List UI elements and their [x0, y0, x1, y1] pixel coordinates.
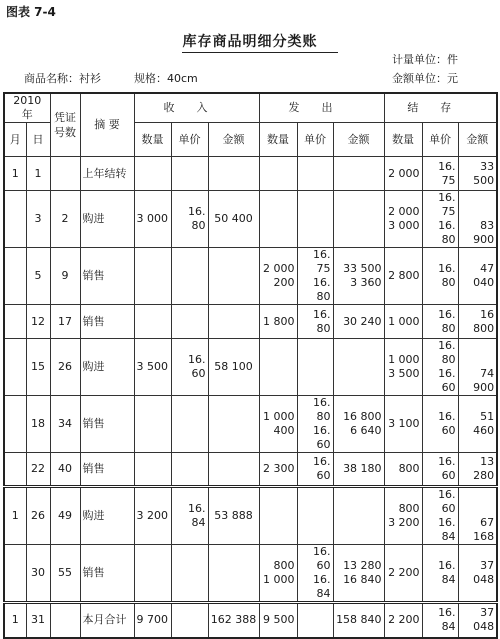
- unit-label: 计量单位：件: [392, 53, 458, 66]
- cell-out-price: [297, 305, 333, 339]
- cell-month: 1: [4, 603, 26, 638]
- cell-voucher: 17: [50, 305, 80, 339]
- cell-line: 1 000: [388, 353, 420, 366]
- cell-line: 16. 75: [438, 159, 456, 187]
- cell-bal-amount: 47 040: [458, 248, 497, 305]
- header-in-amount: 金额: [208, 123, 259, 157]
- cell-line: 16. 60: [313, 545, 331, 572]
- cell-line: 16. 80: [438, 262, 456, 289]
- table-row: [4, 453, 497, 487]
- cell-in-price: [171, 305, 208, 339]
- cell-bal-qty: [384, 453, 422, 487]
- header-voucher: 凭证号数: [50, 93, 80, 157]
- cell-out-qty: [259, 396, 297, 453]
- cell-day: 18: [26, 396, 50, 453]
- header-summary: 摘 要: [80, 93, 134, 157]
- cell-out-amount: [333, 305, 384, 339]
- cell-line: 400: [273, 424, 295, 437]
- cell-day: 31: [26, 603, 50, 638]
- cell-summary: 销售: [80, 248, 134, 305]
- header-in-qty: 数量: [134, 123, 171, 157]
- cell-line: 2 300: [263, 462, 295, 475]
- cell-summary: 购进: [80, 487, 134, 545]
- cell-out-price: [297, 487, 333, 545]
- cell-out-price: [297, 545, 333, 603]
- cell-voucher: [50, 603, 80, 638]
- cell-line: 3 500: [388, 367, 420, 380]
- cell-out-qty: [259, 603, 297, 638]
- header-month: 月: [4, 123, 26, 157]
- cell-line: 16. 84: [438, 606, 456, 634]
- cell-line: 16. 84: [313, 573, 331, 600]
- cell-line: 30 240: [343, 314, 382, 328]
- cell-day: 22: [26, 453, 50, 487]
- cell-in-price: 16. 84: [171, 487, 208, 545]
- cell-line: 16. 60: [313, 424, 331, 451]
- cell-line: 16. 60: [313, 455, 331, 482]
- cell-voucher: 26: [50, 339, 80, 396]
- cell-bal-price: [422, 157, 458, 191]
- cell-line: 800: [273, 559, 295, 572]
- cell-in-price: [171, 248, 208, 305]
- title-underline: [182, 52, 338, 53]
- cell-line: 16. 84: [438, 516, 456, 543]
- cell-line: 2 000: [388, 166, 420, 180]
- cell-bal-price: [422, 603, 458, 638]
- cell-out-amount: [333, 157, 384, 191]
- cell-bal-qty: [384, 603, 422, 638]
- cell-out-qty: [259, 487, 297, 545]
- cell-summary: 购进: [80, 339, 134, 396]
- cell-bal-price: [422, 396, 458, 453]
- cell-bal-price: [422, 248, 458, 305]
- cell-line: 16. 80: [313, 276, 331, 303]
- table-row: [4, 305, 497, 339]
- product-spec: 规格：40cm: [134, 72, 198, 85]
- header-day: 日: [26, 123, 50, 157]
- cell-voucher: 49: [50, 487, 80, 545]
- cell-bal-qty: [384, 157, 422, 191]
- cell-out-price: [297, 453, 333, 487]
- cell-bal-amount: 33 500: [458, 157, 497, 191]
- cell-line: 13 280: [343, 559, 382, 572]
- header-bal-amount: 金额: [458, 123, 497, 157]
- cell-line: 2 200: [388, 613, 420, 627]
- cell-bal-qty: [384, 396, 422, 453]
- cell-bal-qty: [384, 339, 422, 396]
- cell-line: 16. 60: [438, 488, 456, 515]
- cell-line: 2 000: [263, 262, 295, 275]
- cell-summary: 上年结转: [80, 157, 134, 191]
- cell-line: 6 640: [350, 424, 382, 437]
- cell-out-price: [297, 157, 333, 191]
- cell-in-price: 16. 60: [171, 339, 208, 396]
- cell-in-amount: 162 388: [208, 603, 259, 638]
- header-out-price: 单价: [297, 123, 333, 157]
- cell-line: 16. 60: [438, 410, 456, 437]
- cell-voucher: [50, 157, 80, 191]
- cell-in-qty: [134, 248, 171, 305]
- table-row: [4, 191, 497, 248]
- header-year: 2010 年: [4, 93, 50, 123]
- cell-line: 2 200: [388, 566, 420, 579]
- cell-bal-amount: 67 168: [458, 487, 497, 545]
- cell-line: 33 500: [343, 262, 382, 275]
- cell-day: 26: [26, 487, 50, 545]
- table-row: [4, 248, 497, 305]
- cell-line: 3 000: [388, 219, 420, 232]
- cell-line: 3 200: [388, 516, 420, 529]
- cell-line: 16. 60: [438, 455, 456, 482]
- cell-in-price: [171, 603, 208, 638]
- cell-out-amount: [333, 545, 384, 603]
- cell-bal-amount: 51 460: [458, 396, 497, 453]
- cell-voucher: 9: [50, 248, 80, 305]
- cell-bal-amount: 83 900: [458, 191, 497, 248]
- header-in-price: 单价: [171, 123, 208, 157]
- cell-month: [4, 191, 26, 248]
- cell-line: 2 000: [388, 205, 420, 218]
- product-name: 商品名称：衬衫: [24, 72, 101, 85]
- cell-bal-qty: [384, 248, 422, 305]
- cell-line: 1 000: [388, 314, 420, 328]
- cell-line: 16 840: [343, 573, 382, 586]
- cell-month: [4, 339, 26, 396]
- ledger-title: 库存商品明细分类账: [182, 34, 318, 50]
- cell-out-qty: [259, 305, 297, 339]
- cell-summary: 销售: [80, 545, 134, 603]
- cell-in-amount: [208, 157, 259, 191]
- cell-voucher: 55: [50, 545, 80, 603]
- cell-in-qty: [134, 305, 171, 339]
- cell-summary: 购进: [80, 191, 134, 248]
- cell-in-qty: 3 500: [134, 339, 171, 396]
- cell-in-amount: [208, 545, 259, 603]
- cell-month: 1: [4, 487, 26, 545]
- cell-out-amount: [333, 487, 384, 545]
- table-row: [4, 339, 497, 396]
- cell-in-amount: [208, 453, 259, 487]
- cell-out-amount: [333, 248, 384, 305]
- cell-bal-price: [422, 545, 458, 603]
- cell-month: 1: [4, 157, 26, 191]
- cell-month: [4, 248, 26, 305]
- cell-line: 158 840: [336, 613, 382, 627]
- cell-month: [4, 396, 26, 453]
- cell-out-qty: [259, 191, 297, 248]
- cell-line: 16. 80: [438, 339, 456, 366]
- cell-bal-amount: 13 280: [458, 453, 497, 487]
- cell-day: 3: [26, 191, 50, 248]
- cell-line: 1 800: [263, 314, 295, 328]
- cell-voucher: 40: [50, 453, 80, 487]
- cell-line: 1 000: [263, 410, 295, 423]
- cell-in-qty: [134, 453, 171, 487]
- cell-out-qty: [259, 248, 297, 305]
- header-out-amount: 金额: [333, 123, 384, 157]
- cell-out-amount: [333, 339, 384, 396]
- cell-day: 15: [26, 339, 50, 396]
- cell-line: 16. 80: [438, 307, 456, 335]
- cell-line: 200: [273, 276, 295, 289]
- cell-summary: 销售: [80, 305, 134, 339]
- cell-line: 16 800: [343, 410, 382, 423]
- table-row: [4, 545, 497, 603]
- cell-line: 16. 75: [313, 248, 331, 275]
- cell-summary: 本月合计: [80, 603, 134, 638]
- cell-in-amount: [208, 305, 259, 339]
- cell-in-amount: [208, 396, 259, 453]
- cell-in-qty: 3 200: [134, 487, 171, 545]
- cell-line: 3 360: [350, 276, 382, 289]
- cell-line: 16. 80: [313, 396, 331, 423]
- cell-bal-price: [422, 453, 458, 487]
- cell-bal-qty: [384, 487, 422, 545]
- cell-out-price: [297, 603, 333, 638]
- cell-bal-amount: 37 048: [458, 545, 497, 603]
- cell-out-price: [297, 396, 333, 453]
- cell-in-price: 16. 80: [171, 191, 208, 248]
- cell-out-qty: [259, 339, 297, 396]
- cell-in-qty: 3 000: [134, 191, 171, 248]
- cell-out-qty: [259, 545, 297, 603]
- cell-bal-amount: 37 048: [458, 603, 497, 638]
- cell-out-price: [297, 191, 333, 248]
- cell-line: 16. 75: [438, 191, 456, 218]
- header-bal-qty: 数量: [384, 123, 422, 157]
- cell-month: [4, 305, 26, 339]
- cell-day: 12: [26, 305, 50, 339]
- cell-summary: 销售: [80, 453, 134, 487]
- table-row: [4, 157, 497, 191]
- header-receipts: 收入: [134, 93, 259, 123]
- cell-line: 1 000: [263, 573, 295, 586]
- cell-line: 3 100: [388, 417, 420, 430]
- cell-in-qty: [134, 545, 171, 603]
- currency-unit: 金额单位：元: [392, 72, 458, 85]
- cell-bal-amount: 16 800: [458, 305, 497, 339]
- cell-in-price: [171, 157, 208, 191]
- cell-line: 800: [398, 462, 420, 475]
- table-row: [4, 603, 497, 638]
- cell-out-amount: [333, 453, 384, 487]
- cell-out-qty: [259, 453, 297, 487]
- cell-line: 16. 80: [438, 219, 456, 246]
- figure-label: 图表 7-4: [6, 5, 56, 19]
- cell-in-amount: 53 888: [208, 487, 259, 545]
- cell-in-qty: 9 700: [134, 603, 171, 638]
- table-row: [4, 396, 497, 453]
- cell-month: [4, 453, 26, 487]
- cell-out-price: [297, 248, 333, 305]
- cell-bal-qty: [384, 191, 422, 248]
- cell-out-qty: [259, 157, 297, 191]
- cell-bal-amount: 74 900: [458, 339, 497, 396]
- cell-line: 2 800: [388, 269, 420, 282]
- cell-bal-qty: [384, 545, 422, 603]
- header-out-qty: 数量: [259, 123, 297, 157]
- cell-day: 5: [26, 248, 50, 305]
- cell-line: 800: [398, 502, 420, 515]
- cell-voucher: 34: [50, 396, 80, 453]
- cell-bal-price: [422, 487, 458, 545]
- cell-month: [4, 545, 26, 603]
- cell-in-amount: [208, 248, 259, 305]
- cell-bal-price: [422, 339, 458, 396]
- cell-line: 16. 60: [438, 367, 456, 394]
- cell-day: 30: [26, 545, 50, 603]
- cell-line: 16. 84: [438, 559, 456, 586]
- table-row: [4, 487, 497, 545]
- cell-bal-price: [422, 305, 458, 339]
- cell-in-amount: 50 400: [208, 191, 259, 248]
- cell-out-amount: [333, 191, 384, 248]
- cell-in-price: [171, 545, 208, 603]
- cell-out-amount: [333, 603, 384, 638]
- cell-bal-price: [422, 191, 458, 248]
- header-bal-price: 单价: [422, 123, 458, 157]
- cell-in-amount: 58 100: [208, 339, 259, 396]
- cell-line: 16. 80: [313, 307, 331, 335]
- cell-out-price: [297, 339, 333, 396]
- header-issues: 发出: [259, 93, 384, 123]
- ledger-table: [3, 92, 498, 639]
- cell-out-amount: [333, 396, 384, 453]
- cell-in-price: [171, 453, 208, 487]
- cell-line: 38 180: [343, 462, 382, 475]
- cell-line: 9 500: [263, 613, 295, 627]
- cell-in-price: [171, 396, 208, 453]
- cell-in-qty: [134, 157, 171, 191]
- cell-bal-qty: [384, 305, 422, 339]
- ledger-body: [4, 157, 497, 638]
- cell-in-qty: [134, 396, 171, 453]
- cell-voucher: 2: [50, 191, 80, 248]
- header-balance: 结存: [384, 93, 497, 123]
- cell-day: 1: [26, 157, 50, 191]
- cell-summary: 销售: [80, 396, 134, 453]
